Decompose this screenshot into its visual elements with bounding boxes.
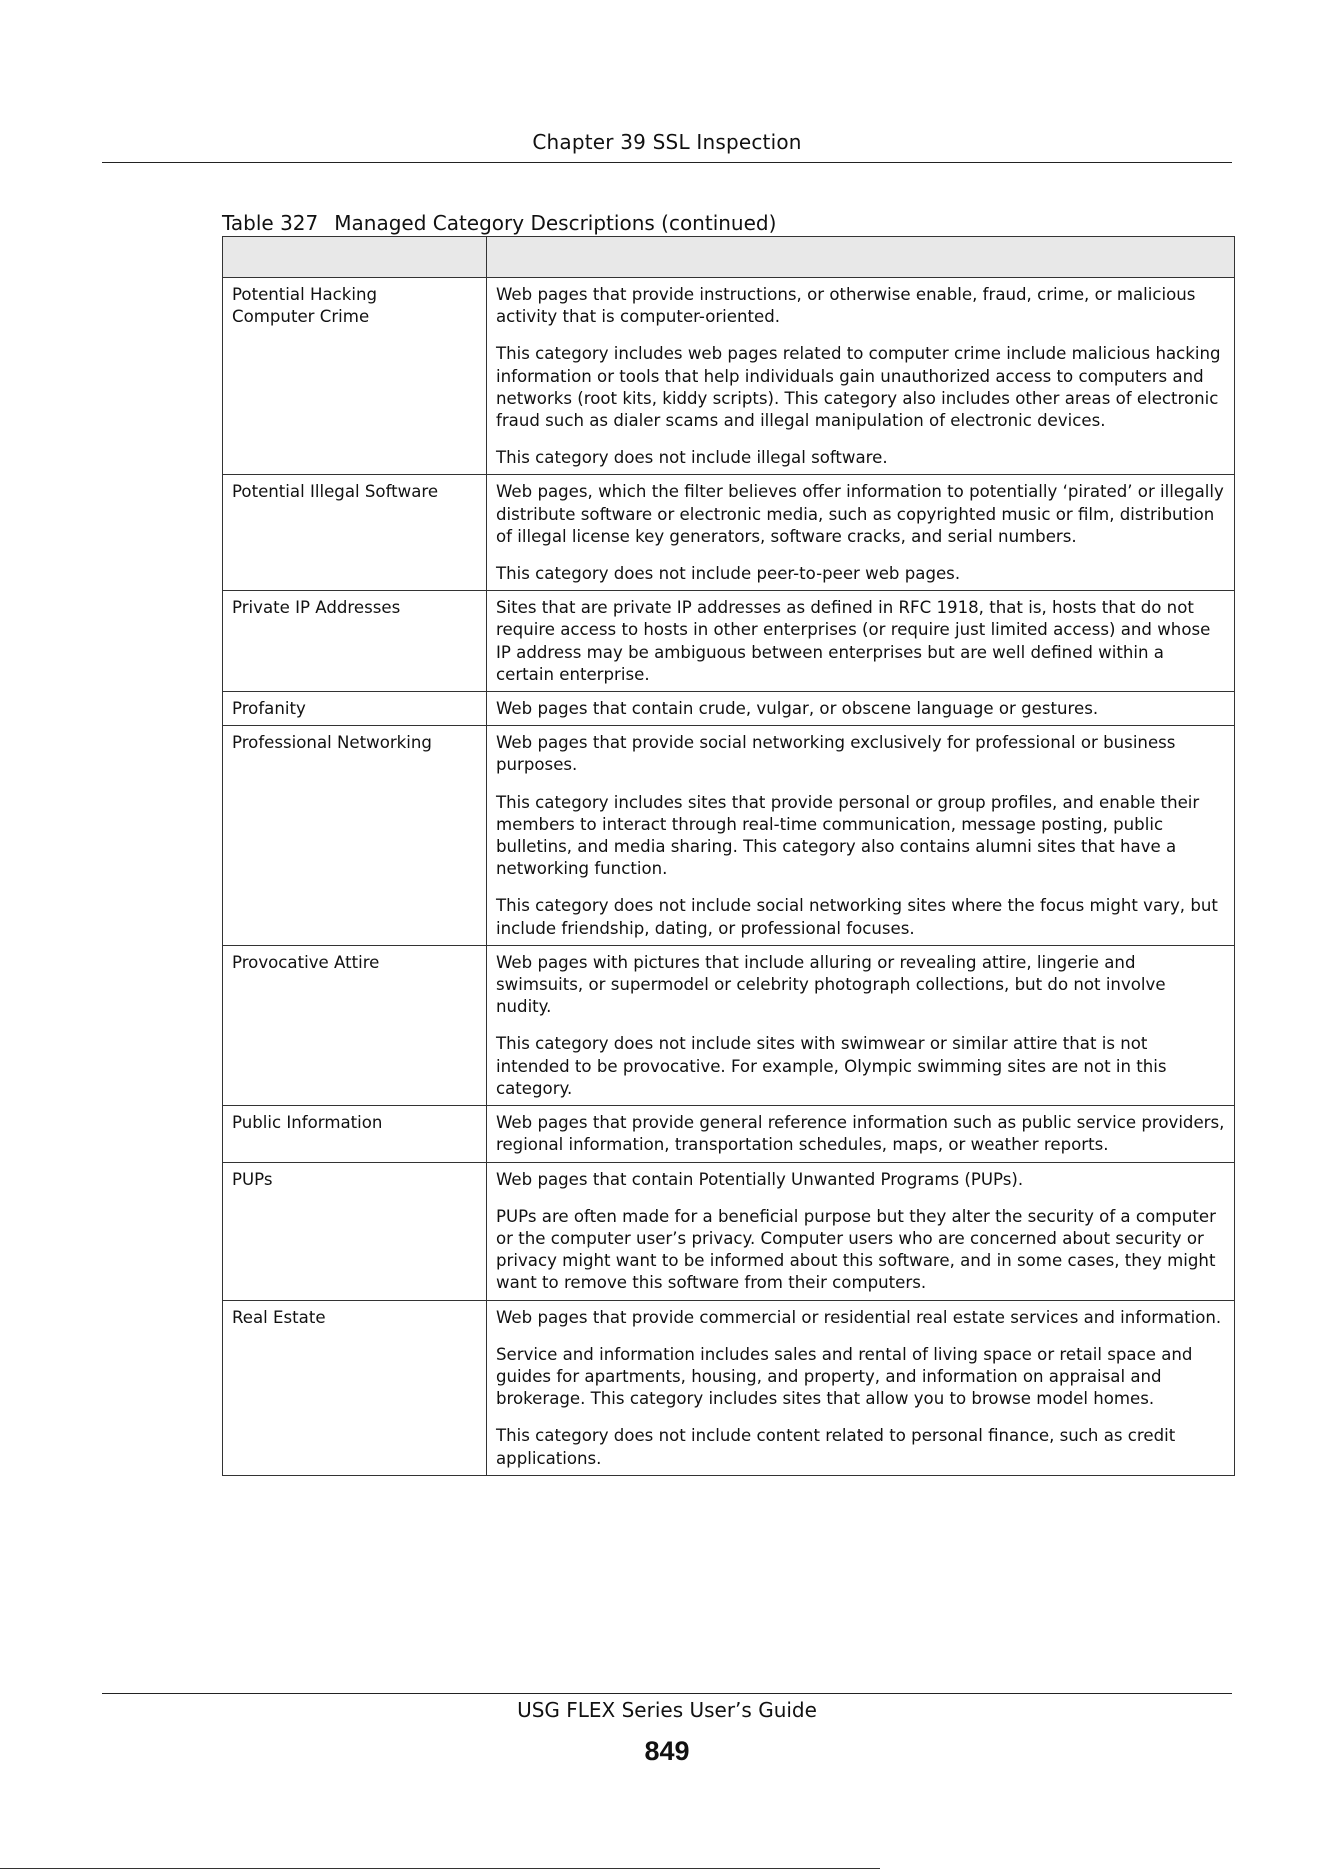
category-description-cell	[487, 475, 1235, 591]
page-number: 849	[644, 1736, 690, 1766]
column-header-description	[487, 237, 1235, 278]
description-paragraph: Web pages with pictures that include alluring or revealing attire, lingerie and swimsuits, or supermodel or celebrity photograph collections, but do not involve nudity.	[496, 952, 1166, 1017]
table-row	[223, 1162, 1235, 1300]
category-label: Private IP Addresses	[232, 598, 401, 618]
page-footer	[102, 1693, 1232, 1767]
table-row	[223, 591, 1235, 692]
table-title: Managed Category Descriptions (continued)	[334, 211, 777, 235]
table-header-row	[223, 237, 1235, 278]
description-paragraph: This category does not include peer-to-peer web pages.	[496, 564, 961, 584]
category-label: Public Information	[232, 1113, 383, 1133]
category-label-cell	[223, 278, 487, 475]
category-label: Profanity	[232, 699, 306, 719]
table-row	[223, 278, 1235, 475]
category-label: Professional Networking	[232, 733, 432, 753]
bottom-divider	[0, 1868, 880, 1869]
description-paragraph: This category does not include social networking sites where the focus might vary, but include friendship, dating, or professional focuses.	[496, 896, 1218, 938]
table-row	[223, 692, 1235, 726]
description-paragraph: Web pages that provide social networking exclusively for professional or business purposes.	[496, 733, 1176, 775]
category-description-cell	[487, 591, 1235, 692]
category-label-cell	[223, 692, 487, 726]
category-description-cell	[487, 726, 1235, 946]
description-paragraph: This category does not include sites with swimwear or similar attire that is not intended to be provocative. For example, Olympic swimming sites are not in this category.	[496, 1034, 1167, 1098]
table-row	[223, 945, 1235, 1105]
description-paragraph: Web pages, which the filter believes offer information to potentially ‘pirated’ or illegally distribute software or electronic media, such as copyrighted music or film, distribution of illegal license key generators, software cracks, and serial numbers.	[496, 482, 1224, 546]
category-label-cell	[223, 475, 487, 591]
category-description-cell	[487, 692, 1235, 726]
category-description-cell	[487, 945, 1235, 1105]
table-row	[223, 726, 1235, 946]
table-row	[223, 1300, 1235, 1475]
description-paragraph: Web pages that contain Potentially Unwanted Programs (PUPs).	[496, 1169, 1024, 1189]
category-label-cell	[223, 1162, 487, 1300]
category-label-cell	[223, 1106, 487, 1162]
category-label-cell	[223, 726, 487, 946]
column-header-label	[223, 237, 487, 278]
table-caption	[222, 211, 776, 235]
description-paragraph: Web pages that provide commercial or residential real estate services and information.	[496, 1307, 1222, 1327]
table-number: Table 327	[222, 211, 319, 235]
description-paragraph: Sites that are private IP addresses as defined in RFC 1918, that is, hosts that do not require access to hosts in other enterprises (or require just limited access) and whose IP address may be ambiguous between enterprises but are well defined within a certain enterprise.	[496, 598, 1211, 684]
category-description-cell	[487, 1300, 1235, 1475]
description-paragraph: Web pages that contain crude, vulgar, or obscene language or gestures.	[496, 699, 1099, 719]
description-paragraph: Web pages that provide general reference information such as public service providers, regional information, transportation schedules, maps, or weather reports.	[496, 1113, 1225, 1155]
chapter-title: Chapter 39 SSL Inspection	[532, 130, 802, 154]
description-paragraph: This category includes web pages related to computer crime include malicious hacking information or tools that help individuals gain unauthorized access to computers and networks (root kits, kiddy scripts). This category also includes other areas of electronic fraud such as dialer scams and illegal manipulation of electronic devices.	[496, 344, 1221, 431]
category-label: Potential Illegal Software	[232, 482, 439, 502]
category-table	[222, 236, 1235, 1476]
description-paragraph: PUPs are often made for a beneficial purpose but they alter the security of a computer or the computer user’s privacy. Computer users who are concerned about security or privacy might want to be informed about this software, and in some cases, they might want to remove this software from their computers.	[496, 1206, 1216, 1293]
category-label-cell	[223, 591, 487, 692]
category-description-cell	[487, 1106, 1235, 1162]
description-paragraph: This category includes sites that provide personal or group profiles, and enable their members to interact through real-time communication, message posting, public bulletins, and media sharing. This category also contains alumni sites that have a networking function.	[496, 792, 1200, 879]
table-row	[223, 475, 1235, 591]
description-paragraph: This category does not include content related to personal finance, such as credit applications.	[496, 1426, 1176, 1468]
description-paragraph: Web pages that provide instructions, or otherwise enable, fraud, crime, or malicious activity that is computer-oriented.	[496, 285, 1196, 327]
category-label: Computer Crime	[232, 307, 370, 327]
category-label: PUPs	[232, 1169, 273, 1189]
category-label: Real Estate	[232, 1307, 326, 1327]
category-label-cell	[223, 945, 487, 1105]
description-paragraph: Service and information includes sales and rental of living space or retail space and guides for apartments, housing, and property, and information on appraisal and brokerage. This category includes sites that allow you to browse model homes.	[496, 1344, 1193, 1409]
category-description-cell	[487, 1162, 1235, 1300]
guide-title: USG FLEX Series User’s Guide	[517, 1698, 817, 1722]
category-description-cell	[487, 278, 1235, 475]
category-label: Provocative Attire	[232, 952, 380, 972]
page-header	[102, 130, 1232, 163]
category-label-cell	[223, 1300, 487, 1475]
table-row	[223, 1106, 1235, 1162]
category-label: Potential Hacking	[232, 285, 378, 304]
description-paragraph: This category does not include illegal software.	[496, 448, 888, 468]
